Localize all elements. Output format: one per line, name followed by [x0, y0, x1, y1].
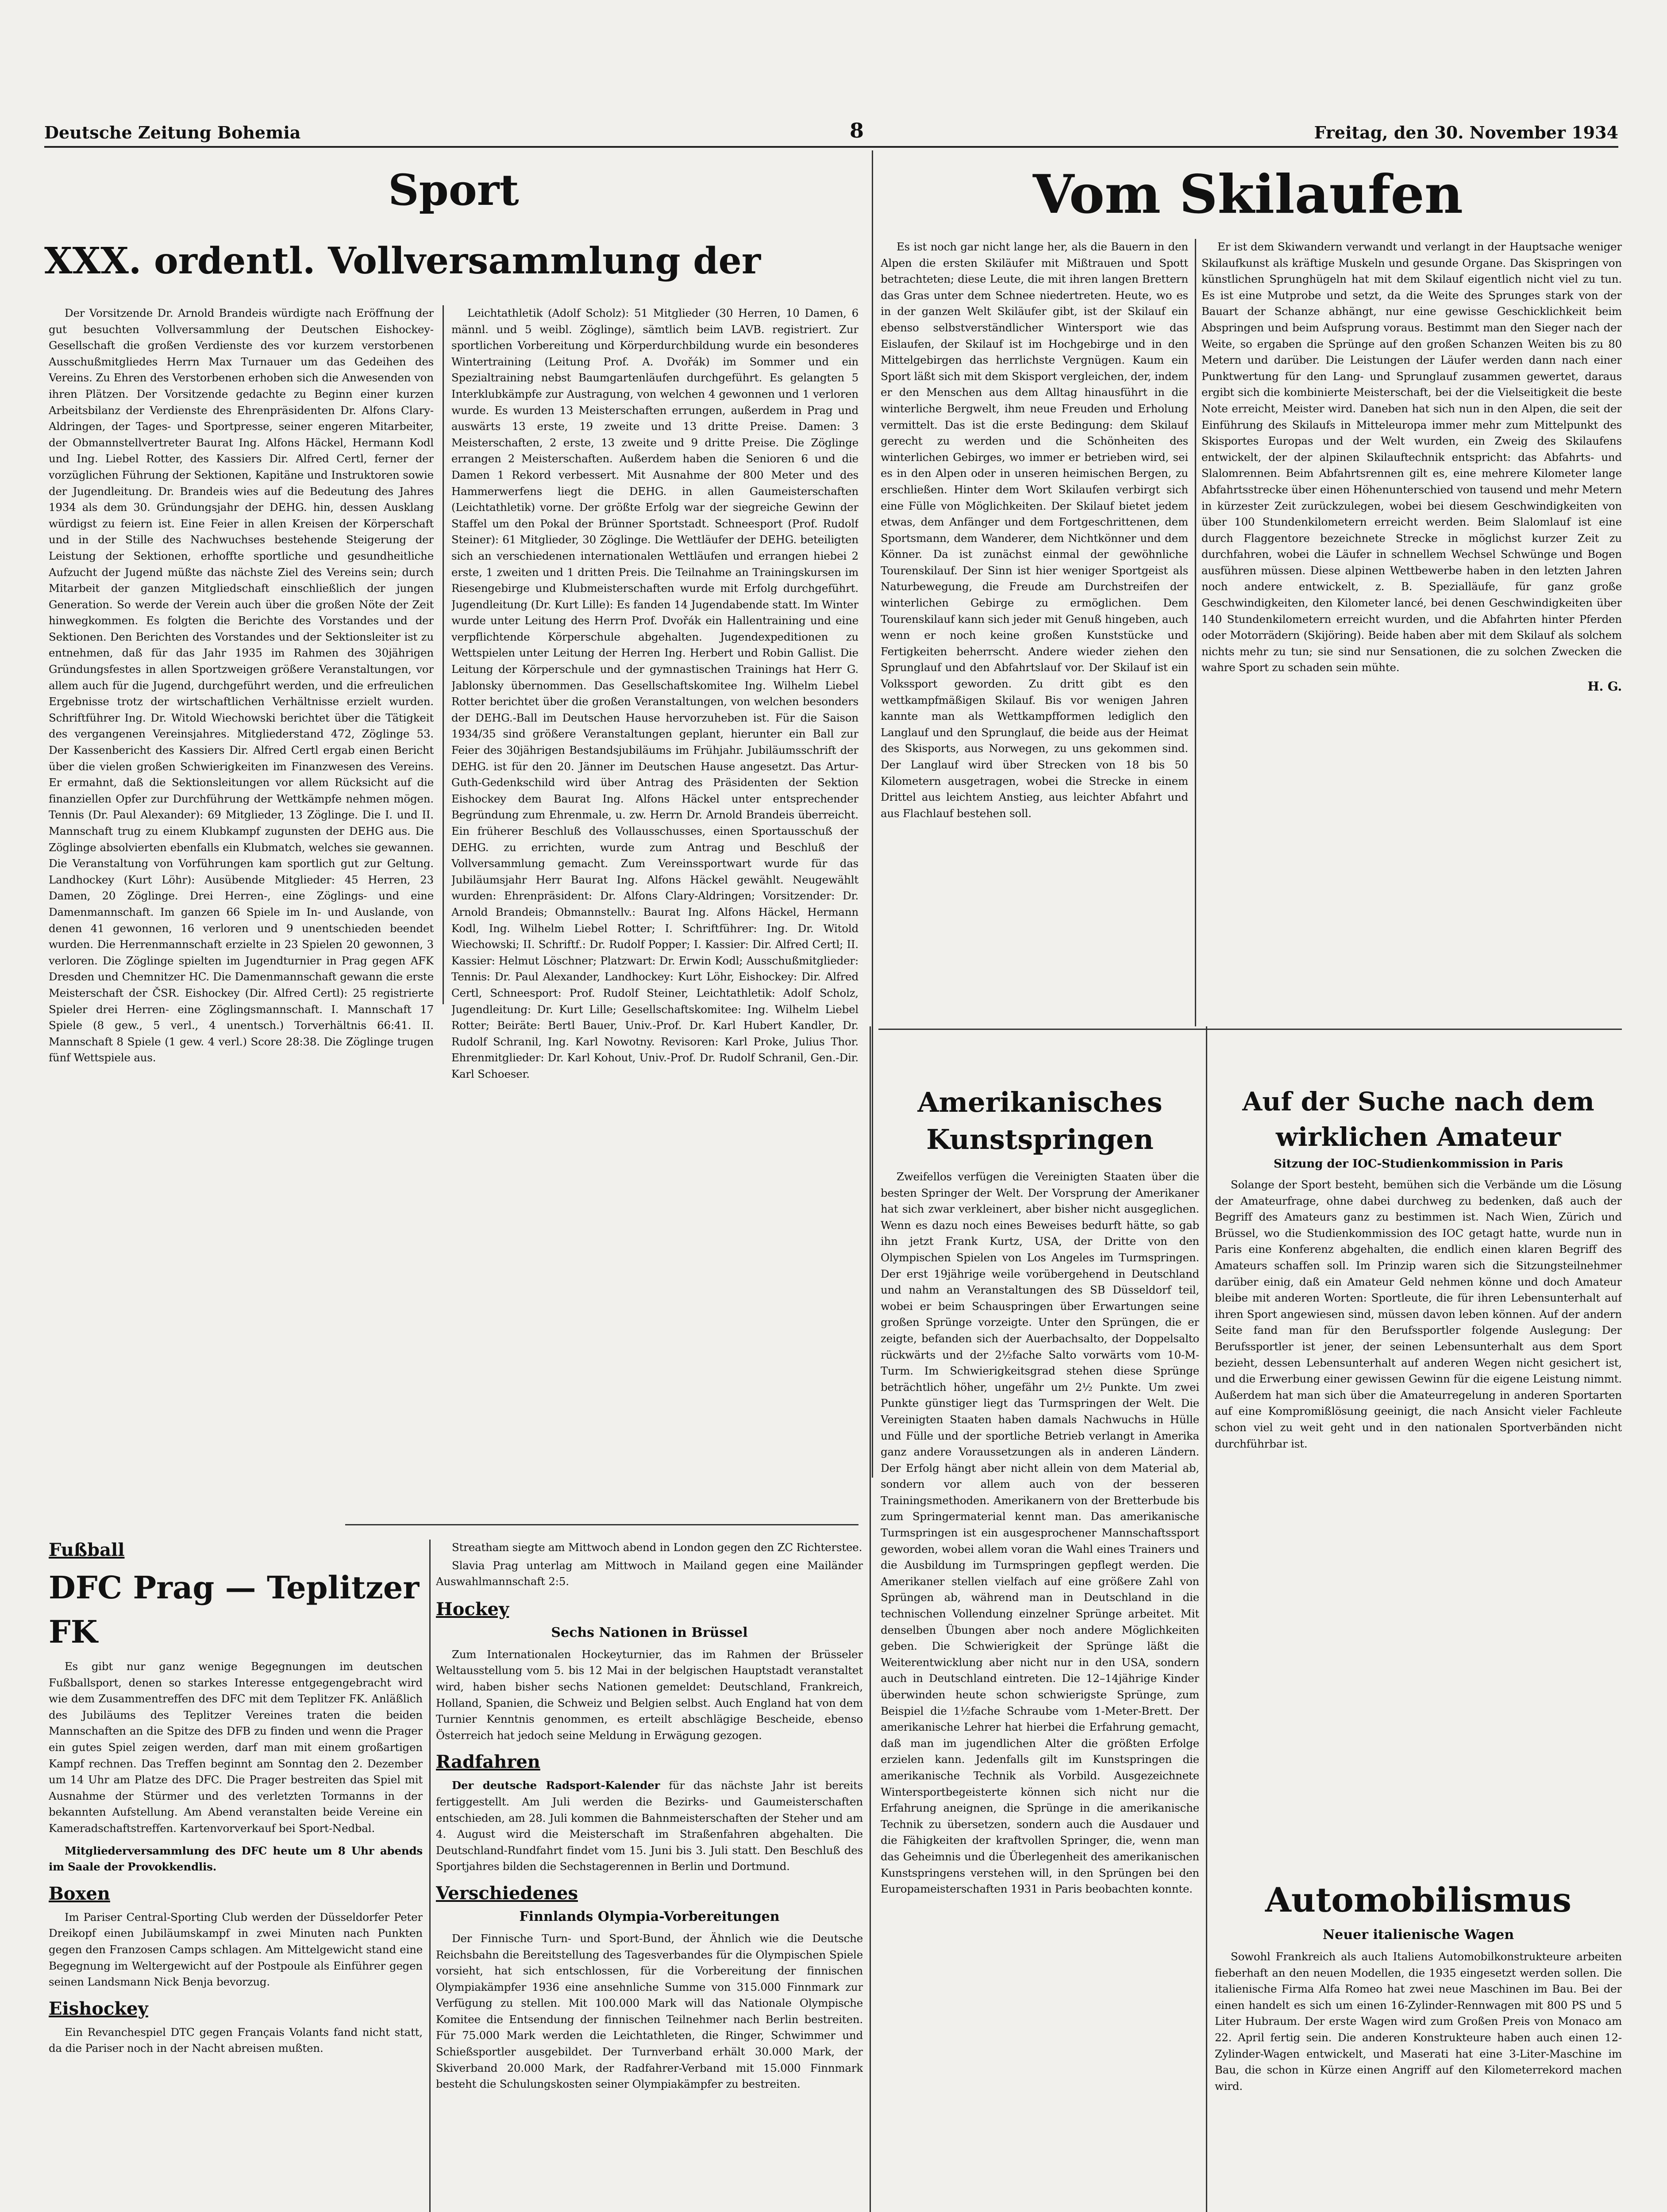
skilaufen-signature: H. G.: [1587, 679, 1622, 694]
fussball-col-divider: [429, 1540, 431, 2212]
streatham-note: Streatham siegte am Mittwoch abend in London gegen den ZC Richterstee.: [452, 1541, 862, 1554]
amateur-body: [1215, 1177, 1622, 1863]
sport-bottom-rule: [345, 1524, 859, 1525]
eishockey-heading: Eishockey: [49, 1998, 148, 2019]
radfahren-subheading: Der deutsche Radsport-Kalender: [452, 1779, 660, 1792]
hockey-body: [436, 1647, 863, 1744]
skilaufen-title: Vom Skilaufen: [1032, 163, 1463, 226]
slavia-note: Slavia Prag unterlag am Mittwoch in Mailand gegen eine Mailänder Auswahlmannschaft 2:5.: [436, 1559, 863, 1588]
mid-lower-block: [436, 1540, 863, 2212]
skilaufen-col2-text: Er ist dem Skiwandern verwandt und verlangt in der Hauptsache weniger Skilaufkunst als kräftige Muskeln und gesunde Organe. Das Skispringen von künstlichen Sprunghügeln hat mit dem Skilauf eigentlich nicht viel zu tun. Es ist eine Mutprobe und setzt, da die Weite des Sprunges stark von der Bauart der Schanze abhängt, nur eine gewisse Geschicklichkeit beim Abspringen und beim Aufsprung voraus. Bestimmt man den Sieger nach der Weite, so ergaben die Sprünge auf den großen Schanzen Weiten bis zu 80 Metern und darüber. Die Leistungen der Läufer werden dann nach einer Punktwertung für den Lang- und Sprunglauf zusammen gewertet, daraus ergibt sich die kombinierte Meisterschaft, bei der die Vielseitigkeit die beste Note erreicht, Meister wird. Daneben hat sich nun in den Alpen, die seit der Einführung des Skilaufs in Mitteleuropa immer mehr zum Mittelpunkt des Skisportes Europas und der Welt wurden, ein Zweig des Skilaufens entwickelt, der der alpinen Skilauftechnik entspricht: das Abfahrts- und Slalomrennen. Beim Abfahrtsrennen gilt es, eine mehrere Kilometer lange Abfahrtsstrecke über einen Höhenunterschied von tausend und mehr Metern in kürzester Zeit zurückzulegen, wobei bei diesem Geschwindigkeiten von über 100 Stundenkilometern erreicht werden. Beim Slalomlauf ist eine durch Flaggentore bezeichnete Strecke in möglichst kurzer Zeit zu durchfahren, wobei die Läufer in schnellem Wechsel Schwünge und Bogen ausführen müssen. Diese alpinen Wettbewerbe haben in den letzten Jahren noch andere entwickelt, z. B. Spezialläufe, für ganz große Geschwindigkeiten, den Kilometer lancé, bei denen Geschwindigkeiten über 140 Stundenkilometern erreicht wurden, und die Abfahrten hinter Pferden oder Motorrädern (Skijöring). Beide haben aber mit dem Skilauf als solchem nichts mehr zu tun; sie sind nur Sensationen, die zu solchen Zwecken die wahre Sport zu schaden sein mühte.: [1201, 240, 1622, 674]
automobilismus-subtitle: Neuer italienische Wagen: [1322, 1927, 1514, 1943]
sport-col2-text: Leichtathletik (Adolf Scholz): 51 Mitglieder (30 Herren, 10 Damen, 6 männl. und 5 weibl. Zöglinge), sämtlich beim LAVB. registriert. Zur sportlichen Vorbereitung und Körperdurchbildung wurde ein besonderes Wintertraining (Leitung Prof. A. Dvořák) im Sommer und ein Spezialtraining nebst Baumgartenläufen durchgeführt. Es gelangten 5 Interklubkämpfe zur Austragung, von welchen 4 gewonnen und 1 verloren wurde. Es wurden 13 Meisterschaften errungen, außerdem in Prag und auswärts 13 erste, 19 zweite und 13 dritte Preise. Damen: 3 Meisterschaften, 2 erste, 13 zweite und 9 dritte Preise. Die Zöglinge errangen 2 Meisterschaften. Außerdem haben die Senioren 6 und die Damen 1 Rekord verbessert. Mit Ausnahme der 800 Meter und des Hammerwerfens liegt die DEHG. in allen Gaumeisterschaften (Leichtathletik) vorne. Der größte Erfolg war der siegreiche Gewinn der Staffel um den Pokal der Brünner Sportstadt. Schneesport (Prof. Rudolf Steiner): 61 Mitglieder, 30 Zöglinge. Die Wettläufer der DEHG. beteiligten sich an verschiedenen internationalen Wettläufen und errangen hiebei 2 erste, 1 zweiten und 1 dritten Preis. Die Teilnahme an Trainingskursen im Riesengebirge und Klubmeisterschaften wurde mit Erfolg durchgeführt. Jugendleitung (Dr. Kurt Lille): Es fanden 14 Jugendabende statt. Im Winter wurde unter Leitung des Herrn Prof. Dvořák ein Hallentraining und eine verpflichtende Körperschule abgehalten. Jugendexpeditionen zu Wettspielen unter Leitung der Herren Ing. Herbert und Robin Gallist. Die Leitung der Körperschule und der gymnastischen Trainings hat Herr G. Jablonsky übernommen. Das Gesellschaftskomitee Ing. Wilhelm Liebel Rotter berichtet über die großen Veranstaltungen, von welchen besonders der DEHG.-Ball im Deutschen Hause hervorzuheben ist. Für die Saison 1934/35 sind größere Veranstaltungen geplant, hierunter ein Ball zur Feier des 30jährigen Bestandsjubiläums im Frühjahr. Jubiläumsschrift der DEHG. ist für den 20. Jänner im Deutschen Hause angesetzt. Das Artur-Guth-Gedenkschild wird über Antrag des Präsidenten der Sektion Eishockey dem Baurat Ing. Alfons Häckel unter entsprechender Begründung zum Ehrenmale, u. zw. Herrn Dr. Arnold Brandeis überreicht. Ein früherer Beschluß des Vollausschusses, einen Sportausschuß der DEHG. zu errichten, wurde zum Antrag und Beschluß der Vollversammlung gemacht. Zum Vereinssportwart wurde für das Jubiläumsjahr Herr Baurat Ing. Alfons Häckel gewählt. Neugewählt wurden: Ehrenpräsident: Dr. Alfons Clary-Aldringen; Vorsitzender: Dr. Arnold Brandeis; Obmannstellv.: Baurat Ing. Alfons Häckel, Hermann Kodl, Ing. Wilhelm Liebel Rotter; I. Schriftführer: Ing. Dr. Witold Wiechowski; II. Schriftf.: Dr. Rudolf Popper; I. Kassier: Dir. Alfred Certl; II. Kassier: Helmut Löschner; Platzwart: Dr. Erwin Kodl; Ausschußmitglieder: Tennis: Dr. Paul Alexander, Landhockey: Kurt Löhr, Eishockey: Dir. Alfred Certl, Schneesport: Prof. Rudolf Steiner, Leichtathletik: Adolf Scholz, Jugendleitung: Dr. Kurt Lille; Gesellschaftskomitee: Ing. Wilhelm Liebel Rotter; Beiräte: Bertl Bauer, Univ.-Prof. Dr. Karl Hubert Kandler, Dr. Rudolf Schranil, Ing. Karl Nowotny. Revisoren: Karl Proke, Julius Thor. Ehrenmitglieder: Dr. Karl Kohout, Univ.-Prof. Dr. Rudolf Schranil, Gen.-Dir. Karl Schoeser.: [451, 307, 859, 1080]
fussball-heading: Fußball: [49, 1540, 125, 1560]
amateur-subtitle: Sitzung der IOC-Studienkommission in Paris: [1274, 1157, 1563, 1171]
automobilismus-body: [1215, 1949, 1622, 2094]
eishockey-body: [49, 2024, 423, 2057]
sport-title-block: [44, 164, 863, 217]
sport-headline: XXX. ordentl. Vollversammlung der: [44, 240, 761, 282]
fussball-body: [49, 1659, 423, 1875]
boxen-body: [49, 1909, 423, 1990]
boxen-heading: Boxen: [49, 1883, 110, 1904]
fussball-headline: DFC Prag — Teplitzer FK: [49, 1569, 420, 1650]
hockey-heading: Hockey: [436, 1598, 509, 1620]
radfahren-heading: Radfahren: [436, 1751, 540, 1773]
fussball-block: [49, 1540, 423, 2212]
verschiedenes-text: Der Finnische Turn- und Sport-Bund, der Ähnlich wie die Deutsche Reichsbahn die Bereitstellung des Tagesverbandes für die Olympischen Spiele vorsieht, hat sich entschlossen, für die Vorbereitung der finnischen Olympiakämpfer 1936 eine ansehnliche Summe von 315.000 Finnmark zur Verfügung zu stellen. Mit 100.000 Mark will das Nationale Olympische Komitee die Entsendung der finnischen Teilnehmer nach Berlin bestreiten. Für 75.000 Mark werden die Leichtathleten, die Ringer, Schwimmer und Schießsportler ausgebildet. Der Turnverband erhält 30.000 Mark, der Skiverband 20.000 Mark, der Radfahrer-Verband mit 15.000 Finnmark besteht die Schulungskosten seiner Olympiakämpfer zu bestreiten.: [436, 1932, 863, 2091]
column-divider-middle: [870, 1026, 871, 2212]
automobilismus-text: Sowohl Frankreich als auch Italiens Automobilkonstrukteure arbeiten fieberhaft an den neuen Modellen, die 1935 eingesetzt werden sollen. Die italienische Firma Alfa Romeo hat zwei neue Maschinen im Bau. Bei der einen handelt es sich um einen 16-Zylinder-Rennwagen mit 800 PS und 5 Liter Hubraum. Der erste Wagen wird zum Großen Preis von Monaco am 22. April fertig sein. Die anderen Konstrukteure haben auch einen 12-Zylinder-Wagen entwickelt, und Maserati hat eine 3-Liter-Maschine im Bau, die schon in Kürze einen Angriff auf den Kilometerrekord machen wird.: [1215, 1950, 1622, 2093]
kunstspringen-title: Amerikanisches Kunstspringen: [917, 1086, 1163, 1156]
verschiedenes-heading: Verschiedenes: [436, 1882, 578, 1904]
issue-date: Freitag, den 30. November 1934: [1314, 123, 1618, 142]
mid-short-notes: [436, 1540, 863, 1590]
sport-article-col2: [451, 305, 859, 1500]
kunstspringen-body: [881, 1169, 1199, 1897]
verschiedenes-subheading: Finnlands Olympia-Vorbereitungen: [519, 1909, 780, 1924]
sport-col-divider: [443, 305, 444, 1004]
newspaper-name: Deutsche Zeitung Bohemia: [44, 123, 301, 142]
skilaufen-col2: [1201, 239, 1622, 1022]
page-header: [44, 119, 1618, 148]
radfahren-text: für das nächste Jahr ist bereits fertiggestellt. Am Juli werden die Bezirks- und Gaumeisterschaften entschieden, am 28. Juli kommen die Bahnmeisterschaften der Steher und am 4. August wird die Meisterschaft im Straßenfahren abgehalten. Die Deutschland-Rundfahrt findet vom 15. Juni bis 3. Juli statt. Den Beschluß des Sportjahres bilden die Sechstagerennen in Berlin und Dortmund.: [436, 1779, 863, 1873]
hockey-text: Zum Internationalen Hockeyturnier, das im Rahmen der Brüsseler Weltausstellung vom 5. bis 12 Mai in der belgischen Hauptstadt veranstaltet wird, haben bisher sechs Nationen gemeldet: Deutschland, Frankreich, Holland, Spanien, die Schweiz und Belgien selbst. Auch England hat von dem Turnier Kenntnis genommen, es erteilt abschlägige Bescheide, ebenso Österreich hat jedoch seine Meldung in Erwägung gezogen.: [436, 1647, 863, 1742]
sport-section-title: Sport: [388, 165, 519, 215]
boxen-text: Im Pariser Central-Sporting Club werden der Düsseldorfer Peter Dreikopf einen Jubiläumskampf in zwei Minuten nach Punkten gegen den Franzosen Camps schlagen. Am Mittelgewicht stand eine Begegnung im Weltergewicht auf der Postpoule als Einführer gegen seinen Landsmann Nick Benja bevorzug.: [49, 1910, 423, 1989]
radfahren-body: [436, 1778, 863, 1875]
verschiedenes-body: [436, 1931, 863, 2093]
fussball-text: Es gibt nur ganz wenige Begegnungen im deutschen Fußballsport, denen so starkes Interesse entgegengebracht wird wie dem Zusammentreffen des DFC mit dem Teplitzer FK. Anläßlich des Jubiläums des Teplitzer Vereines traten die beiden Mannschaften an die Spitze des DFB zu finden und wenn die Prager ein gutes Spiel zeigen werden, darf man mit einem großartigen Kampf rechnen. Das Treffen beginnt am Sonntag den 2. Dezember um 14 Uhr am Platze des DFC. Die Prager bestreiten das Spiel mit Ausnahme der Stürmer und des verletzten Tormanns in der bekannten Aufstellung. Am Abend veranstalten beide Vereine ein Kameradschaftstreffen. Kartenvorverkauf bei Sport-Nedbal.: [49, 1660, 423, 1835]
sport-article-col1: [49, 305, 434, 1500]
skilaufen-col1: [881, 239, 1188, 1022]
amateur-block: [1215, 1084, 1622, 2212]
hockey-subheading: Sechs Nationen in Brüssel: [551, 1624, 748, 1640]
page-number: 8: [850, 119, 864, 142]
column-divider-right: [1206, 1026, 1207, 2212]
amateur-title: Auf der Suche nach dem wirklichen Amateur: [1242, 1087, 1594, 1152]
skilaufen-col1-text: Es ist noch gar nicht lange her, als die Bauern in den Alpen die ersten Skiläufer mit Mißtrauen und Spott betrachteten; diese Leute, die mit ihren langen Brettern das Gras unter dem Schnee niedertreten. Heute, wo es in der ganzen Welt Skiläufer gibt, ist der Skilauf ein ebenso selbstverständlicher Wintersport wie das Eislaufen, der Skilauf ist im Hochgebirge und in den Mittelgebirgen das herrlichste Vergnügen. Kaum ein Sport läßt sich mit dem Skisport vergleichen, der, indem er den Menschen aus dem Alltag hinausführt in die winterliche Bergwelt, ihm neue Freuden und Erholung vermittelt. Das ist die erste Bedingung: dem Skilauf gerecht zu werden und die Schönheiten des winterlichen Gebirges, wo immer er betrieben wird, sei es in den Alpen oder in unseren heimischen Bergen, zu erschließen. Hinter dem Wort Skilaufen verbirgt sich eine Fülle von Möglichkeiten. Der Skilauf bietet jedem etwas, dem Anfänger und dem Fortgeschrittenen, dem Sportsmann, dem Wanderer, dem Nichtkönner und dem Könner. Da ist zunächst einmal der gewöhnliche Tourenskilauf. Der Sinn ist hier weniger Sportgeist als Naturbewegung, die Freude am Durchstreifen der winterlichen Gebirge zu ermöglichen. Dem Tourenskilauf kann sich jeder mit Genuß hingeben, auch wenn er noch keine großen Kunststücke und Fertigkeiten beherrscht. Andere wieder ziehen den Sprunglauf und den Abfahrtslauf vor. Der Skilauf ist ein Volkssport geworden. Zu dritt gibt es den wettkampfmäßigen Skilauf. Bis vor wenigen Jahren kannte man als Wettkampfformen lediglich den Langlauf und den Sprunglauf, die beide aus der Heimat des Skisports, aus Norwegen, zu uns gekommen sind. Der Langlauf wird über Strecken von 18 bis 50 Kilometern ausgetragen, wobei die Strecke in einem Drittel aus leichtem Anstieg, aus leichter Abfahrt und aus Flachlauf bestehen soll.: [881, 240, 1188, 820]
automobilismus-title: Automobilismus: [1265, 1880, 1572, 1920]
ski-col-divider: [1195, 239, 1196, 1026]
kunstspringen-text: Zweifellos verfügen die Vereinigten Staaten über die besten Springer der Welt. Der Vorsprung der Amerikaner hat sich zwar verkleinert, aber bisher nicht ausgeglichen. Wenn es dazu noch eines Beweises bedurft hätte, so gab ihn jetzt Frank Kurtz, USA, der Dritte von den Olympischen Spielen von Los Angeles im Turmspringen. Der erst 19jährige weile vorübergehend in Deutschland und nahm an Veranstaltungen des SB Düsseldorf teil, wobei er beim Schauspringen über Erwartungen seine großen Sprünge vorzeigte. Unter den Sprüngen, die er zeigte, befanden sich der Auerbachsalto, der Doppelsalto rückwärts und der 2½fache Salto vorwärts vom 10-M-Turm. Im Schwierigkeitsgrad stehen diese Sprünge beträchtlich höher, ungefähr um 2½ Punkte. Um zwei Punkte günstiger liegt das Turmspringen der Welt. Die Vereinigten Staaten haben damals Nachwuchs in Hülle und Fülle und der sportliche Betrieb verlangt in Amerika ganz andere Voraussetzungen als in anderen Ländern. Der Erfolg hängt aber nicht allein von dem Material ab, sondern vor allem auch von der besseren Trainingsmethoden. Amerikanern von der Bretterbude bis zum Springermaterial kennt man. Das amerikanische Turmspringen ist ein ausgesprochener Mannschaftssport geworden, wobei allem voran die Wahl eines Trainers und die Ausbildung im Turmspringen gepflegt werden. Die Amerikaner stellen vielfach auf eine größere Zahl von Sprüngen ab, während man in Deutschland in die technischen Vollendung einzelner Sprünge arbeitet. Mit denselben Übungen aber noch andere Möglichkeiten geben. Die Schwierigkeit der Sprünge läßt die Weiterentwicklung aber nicht nur in den USA, sondern auch in Deutschland eintreten. Die 12–14jährige Kinder überwinden heute schon schwierigste Sprünge, zum Beispiel die 1½fache Schraube vom 1-Meter-Brett. Der amerikanische Lehrer hat hierbei die Erfahrung gemacht, daß man im jugendlichen Alter die größten Erfolge erzielen kann. Jedenfalls gilt im Kunstspringen die amerikanische Technik als Vorbild. Ausgezeichnete Wintersportbegeisterte können sich nicht nur die Erfahrung aneignen, die Sprünge in die amerikanische Technik zu übersetzen, sondern auch die Ausdauer und die Fähigkeiten der kraftvollen Springer, die, wenn man das Geheimnis und die Überlegenheit des amerikanischen Kunstspringens verstehen will, in den Sprüngen bei den Europameisterschaften 1931 in Paris beobachten konnte.: [881, 1170, 1199, 1896]
sport-headline-block: [44, 234, 863, 292]
ski-bottom-rule: [878, 1029, 1622, 1030]
kunstspringen-block: [881, 1084, 1199, 2212]
fussball-mitglieder: Mitgliederversammlung des DFC heute um 8 Uhr abends im Saale der Provokkendlis.: [49, 1844, 423, 1874]
eishockey-text: Ein Revanchespiel DTC gegen Français Volants fand nicht statt, da die Pariser noch in der Nacht abreisen mußten.: [49, 2025, 423, 2055]
amateur-text: Solange der Sport besteht, bemühen sich die Verbände um die Lösung der Amateurfrage, ohne dabei durchweg zu bedenken, daß auch der Begriff des Amateurs ganz zu bestimmen ist. Nach Wien, Zürich und Brüssel, wo die Studienkommission des IOC getagt hatte, wurde nun in Paris eine Konferenz abgehalten, die endlich einen klaren Begriff des Amateurs schaffen soll. Im Prinzip waren sich die Sitzungsteilnehmer darüber einig, daß ein Amateur Geld nehmen könne und doch Amateur bleibe mit anderen Worten: Sportleute, die für ihren Lebensunterhalt auf ihren Sport angewiesen sind, müssen davon leben können. Auf der andern Seite fand man für den Berufssportler folgende Auslegung: Der Berufssportler ist jener, der seinen Lebensunterhalt aus dem Sport bezieht, dessen Lebensunterhalt auf anderen Wegen nicht gesichert ist, und die Erwerbung einer gewissen Gewinn für die eigene Leistung nimmt. Außerdem hat man sich über die Amateurregelung in anderen Sportarten auf eine Kompromißlösung geeinigt, die nach Ansicht vieler Fachleute schon viel zu weit geht und in den nationalen Sportverbänden nicht durchführbar ist.: [1215, 1178, 1622, 1450]
column-divider-left: [872, 150, 873, 1478]
skilaufen-title-block: [881, 159, 1615, 234]
sport-col1-text: Der Vorsitzende Dr. Arnold Brandeis würdigte nach Eröffnung der gut besuchten Vollversammlung der Deutschen Eishockey-Gesellschaft die großen Verdienste des vor kurzem verstorbenen Ausschußmitgliedes Herrn Max Turnauer um das Gedeihen des Vereins. Zu Ehren des Verstorbenen erhoben sich die Anwesenden von ihren Plätzen. Der Vorsitzende gedachte zu Beginn einer kurzen Arbeitsbilanz der Verdienste des Ehrenpräsidenten Dr. Alfons Clary-Aldringen, der Tages- und Sportpresse, seiner engeren Mitarbeiter, der Obmannstellvertreter Baurat Ing. Alfons Häckel, Hermann Kodl und Ing. Liebel Rotter, des Kassiers Dir. Alfred Certl, ferner der vorzüglichen Führung der Sektionen, Kapitäne und Instruktoren sowie der Jugendleitung. Dr. Brandeis wies auf die Bedeutung des Jahres 1934 als dem 30. Gründungsjahr der DEHG. hin, dessen Ausklang würdigst zu feiern ist. Eine Feier in allen Kreisen der Körperschaft und in der Stille des Nachwuchses bestehende Steigerung der Leistung der Sektionen, erhoffte sportliche und gesundheitliche Aufzucht der Jugend müßte das nächste Ziel des Vereins sein; durch Mitarbeit der ganzen Mitgliedschaft einschließlich der jungen Generation. So werde der Verein auch über die großen Nöte der Zeit hinwegkommen. Es folgten die Berichte des Vorstandes und der Sektionen. Den Berichten des Vorstandes und der Sektionsleiter ist zu entnehmen, daß für das Jahr 1935 im Rahmen des 30jährigen Gründungsfestes in allen Sportzweigen größere Veranstaltungen, vor allem auch für die Jugend, durchgeführt werden, und die erfreulichen Ergebnisse trotz der wirtschaftlichen Verhältnisse erzielt wurden. Schriftführer Ing. Dr. Witold Wiechowski berichtet über die Tätigkeit des vergangenen Vereinsjahres. Mitgliederstand 472, Zöglinge 53. Der Kassenbericht des Kassiers Dir. Alfred Certl ergab einen Bericht über die vielen großen Schwierigkeiten im Finanzwesen des Vereins. Er ermahnt, daß die Sektionsleitungen vor allem Rücksicht auf die finanziellen Opfer zur Durchführung der Wettkämpfe nehmen mögen. Tennis (Dr. Paul Alexander): 69 Mitglieder, 13 Zöglinge. Die I. und II. Mannschaft trug zu einem Klubkampf zugunsten der DEHG aus. Die Zöglinge absolvierten ebenfalls ein Klubmatch, welches sie gewannen. Die Veranstaltung von Vorführungen kam sportlich gut zur Geltung. Landhockey (Kurt Löhr): Ausübende Mitglieder: 45 Herren, 23 Damen, 20 Zöglinge. Drei Herren-, eine Zöglings- und eine Damenmannschaft. Im ganzen 66 Spiele im In- und Auslande, von denen 41 gewonnen, 16 verloren und 9 unentschieden beendet wurden. Die Herrenmannschaft erzielte in 23 Spielen 20 gewonnen, 3 verloren. Die Zöglinge spielten im Jugendturnier in Prag gegen AFK Dresden und Chemnitzer HC. Die Damenmannschaft gewann die erste Meisterschaft der ČSR. Eishockey (Dir. Alfred Certl): 25 registrierte Spieler drei Herren- eine Zöglingsmannschaft. I. Mannschaft 17 Spiele (8 gew., 5 verl., 4 unentsch.) Torverhältnis 66:41. II. Mannschaft 8 Spiele (1 gew. 4 verl.) Score 28:38. Die Zöglinge trugen fünf Wettspiele aus.: [49, 307, 434, 1064]
